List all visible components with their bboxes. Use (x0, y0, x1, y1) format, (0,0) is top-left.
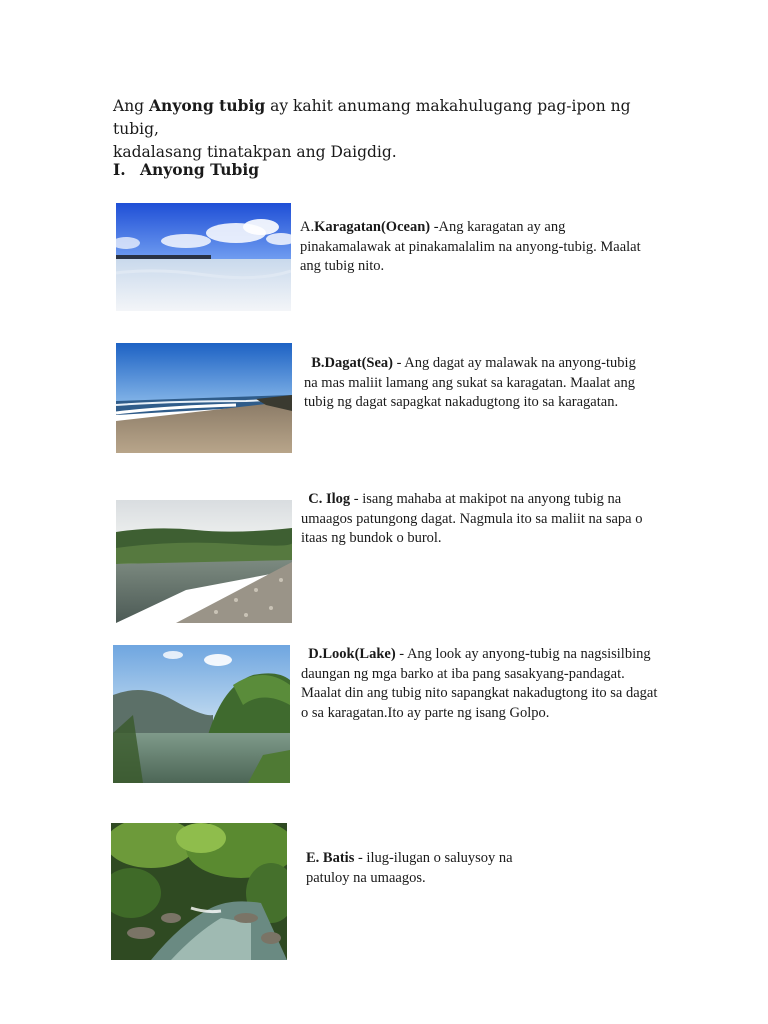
item-ocean-description (300, 218, 645, 277)
stream-photo (111, 823, 287, 960)
item-stream-body: - ilug-ilugan o saluysoy na patuloy na umaagos. (306, 850, 513, 886)
item-lake-description (301, 645, 661, 723)
river-photo (116, 500, 292, 623)
item-sea-description (304, 354, 649, 413)
lake-photo (113, 645, 290, 783)
item-river-term: C. Ilog (308, 491, 351, 507)
item-river-body: - isang mahaba at makipot na anyong tubig na umaagos patungong dagat. Nagmula ito sa maliit na sapa o itaas ng bundok o burol. (301, 491, 643, 546)
intro-rest: ay kahit anumang makahulugang pag-ipon ng tubig, (113, 97, 631, 138)
sea-photo (116, 343, 292, 453)
intro-term: Anyong tubig (149, 96, 266, 115)
intro-paragraph (113, 94, 673, 164)
item-river-description (301, 490, 646, 549)
item-stream-term: E. Batis (306, 850, 355, 866)
intro-prefix: Ang (113, 97, 150, 115)
section-heading (113, 160, 259, 179)
intro-line2: kadalasang tinatakpan ang Daigdig. (113, 143, 397, 161)
item-ocean-prefix: A. (300, 219, 315, 235)
item-sea-term: B.Dagat(Sea) (311, 355, 394, 371)
item-stream-description (306, 849, 556, 888)
item-sea-body: - Ang dagat ay malawak na anyong-tubig na mas maliit lamang ang sukat sa karagatan. Maalat ang tubig ng dagat sapagkat nakadugtong ito sa karagatan. (304, 355, 636, 410)
item-lake-term: D.Look(Lake) (308, 646, 396, 662)
section-number: I. (113, 160, 126, 179)
ocean-photo (116, 203, 291, 311)
item-lake-body: - Ang look ay anyong-tubig na nagsisilbing daungan ng mga barko at iba pang sasakyang-pandagat. Maalat din ang tubig nito sapangkat nakadugtong ito sa dagat o sa karagatan.Ito ay parte ng isang Golpo. (301, 646, 658, 721)
item-ocean-body: -Ang karagatan ay ang pinakamalawak at pinakamalalim na anyong-tubig. Maalat ang tubig nito. (300, 219, 641, 274)
item-ocean-term: Karagatan(Ocean) (314, 219, 431, 235)
section-title: Anyong Tubig (140, 160, 260, 179)
